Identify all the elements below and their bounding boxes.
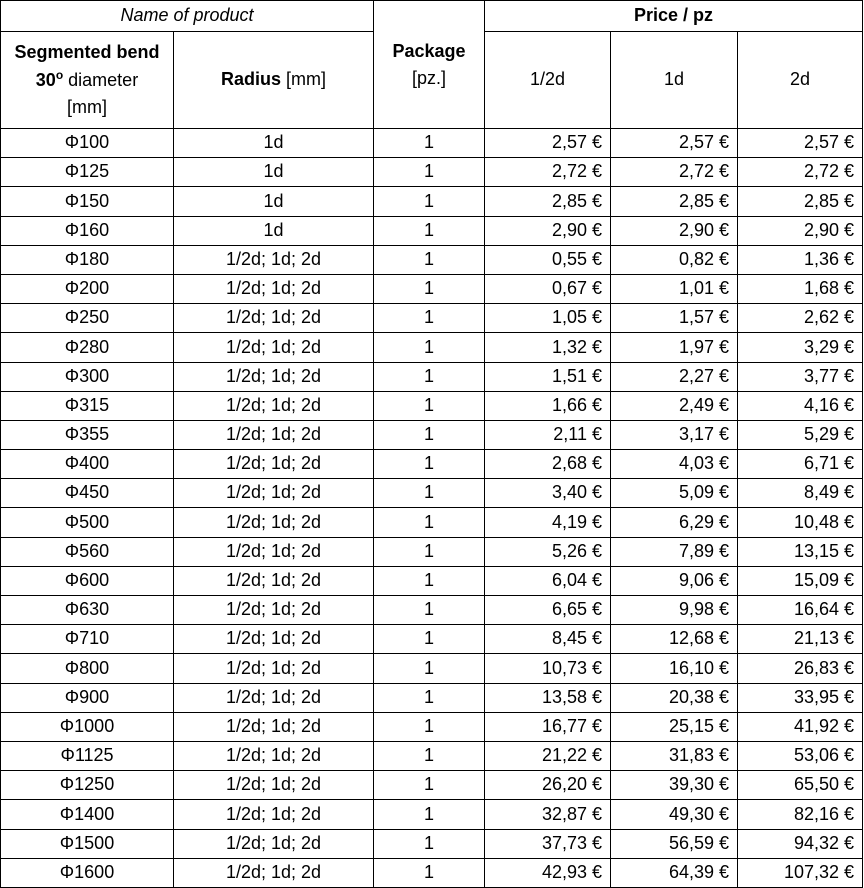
price-half-cell: 32,87 € [485,800,611,829]
package-cell: 1 [374,391,485,420]
diameter-cell: Φ630 [1,596,174,625]
table-row [1,771,863,800]
diameter-cell: Φ800 [1,654,174,683]
package-cell: 1 [374,216,485,245]
radius-cell: 1/2d; 1d; 2d [174,450,374,479]
price-2d-cell: 6,71 € [738,450,863,479]
price-2d-cell: 5,29 € [738,420,863,449]
price-half-cell: 21,22 € [485,741,611,770]
package-cell: 1 [374,741,485,770]
table-row [1,858,863,887]
price-2d-cell: 2,90 € [738,216,863,245]
package-cell: 1 [374,858,485,887]
price-1d-cell: 2,90 € [611,216,738,245]
diameter-cell: Φ600 [1,566,174,595]
package-cell: 1 [374,304,485,333]
price-1d-cell: 3,17 € [611,420,738,449]
table-row [1,129,863,158]
price-1d-cell: 2,72 € [611,158,738,187]
package-cell: 1 [374,566,485,595]
package-cell: 1 [374,129,485,158]
radius-cell: 1/2d; 1d; 2d [174,245,374,274]
price-half-cell: 0,67 € [485,274,611,303]
diameter-header [1,32,174,129]
radius-cell: 1/2d; 1d; 2d [174,333,374,362]
diameter-cell: Φ355 [1,420,174,449]
package-cell: 1 [374,771,485,800]
radius-cell: 1d [174,187,374,216]
table-row [1,304,863,333]
price-2d-cell: 16,64 € [738,596,863,625]
diameter-label [1,66,173,94]
package-cell: 1 [374,800,485,829]
table-row [1,683,863,712]
price-half-cell: 1,51 € [485,362,611,391]
package-cell: 1 [374,654,485,683]
price-2d-cell: 82,16 € [738,800,863,829]
price-2d-cell: 2,62 € [738,304,863,333]
price-half-cell: 2,85 € [485,187,611,216]
price-2d-cell: 13,15 € [738,537,863,566]
diameter-cell: Φ1600 [1,858,174,887]
price-2d-cell: 1,36 € [738,245,863,274]
diameter-cell: Φ450 [1,479,174,508]
table-row [1,566,863,595]
price-col-2d-header: 2d [738,32,863,129]
price-1d-cell: 7,89 € [611,537,738,566]
radius-cell: 1/2d; 1d; 2d [174,566,374,595]
price-2d-cell: 1,68 € [738,274,863,303]
radius-cell: 1/2d; 1d; 2d [174,858,374,887]
table-row [1,596,863,625]
package-cell: 1 [374,683,485,712]
price-half-cell: 2,68 € [485,450,611,479]
radius-cell: 1/2d; 1d; 2d [174,741,374,770]
price-1d-cell: 31,83 € [611,741,738,770]
price-half-cell: 26,20 € [485,771,611,800]
price-col-1d-header: 1d [611,32,738,129]
price-2d-cell: 21,13 € [738,625,863,654]
diameter-cell: Φ315 [1,391,174,420]
diameter-word: diameter [63,70,139,90]
radius-cell: 1d [174,216,374,245]
price-1d-cell: 2,57 € [611,129,738,158]
table-row [1,362,863,391]
name-of-product-header: Name of product [1,1,374,32]
price-2d-cell: 10,48 € [738,508,863,537]
table-row [1,333,863,362]
package-cell: 1 [374,537,485,566]
diameter-cell: Φ125 [1,158,174,187]
diameter-cell: Φ500 [1,508,174,537]
diameter-cell: Φ1500 [1,829,174,858]
price-2d-cell: 3,29 € [738,333,863,362]
table-row [1,741,863,770]
diameter-unit: [mm] [67,97,107,117]
package-cell: 1 [374,508,485,537]
table-row [1,712,863,741]
price-2d-cell: 94,32 € [738,829,863,858]
price-1d-cell: 1,01 € [611,274,738,303]
table-row [1,537,863,566]
price-1d-cell: 0,82 € [611,245,738,274]
price-2d-cell: 33,95 € [738,683,863,712]
price-2d-cell: 2,57 € [738,129,863,158]
package-unit: [pz.] [412,67,447,88]
price-1d-cell: 39,30 € [611,771,738,800]
price-half-cell: 2,90 € [485,216,611,245]
package-cell: 1 [374,362,485,391]
package-cell: 1 [374,479,485,508]
price-1d-cell: 49,30 € [611,800,738,829]
radius-cell: 1/2d; 1d; 2d [174,274,374,303]
diameter-cell: Φ400 [1,450,174,479]
diameter-cell: Φ250 [1,304,174,333]
price-half-cell: 3,40 € [485,479,611,508]
price-half-cell: 42,93 € [485,858,611,887]
diameter-cell: Φ200 [1,274,174,303]
package-cell: 1 [374,187,485,216]
price-half-cell: 16,77 € [485,712,611,741]
package-cell: 1 [374,245,485,274]
table-row [1,800,863,829]
price-half-cell: 37,73 € [485,829,611,858]
price-half-cell: 6,04 € [485,566,611,595]
table-row [1,625,863,654]
diameter-cell: Φ100 [1,129,174,158]
price-1d-cell: 2,49 € [611,391,738,420]
price-half-cell: 1,05 € [485,304,611,333]
radius-cell: 1/2d; 1d; 2d [174,712,374,741]
degree-sign: o [55,68,64,82]
radius-cell: 1/2d; 1d; 2d [174,391,374,420]
table-row [1,245,863,274]
radius-cell: 1/2d; 1d; 2d [174,479,374,508]
radius-cell: 1/2d; 1d; 2d [174,362,374,391]
radius-cell: 1/2d; 1d; 2d [174,683,374,712]
package-cell: 1 [374,274,485,303]
package-cell: 1 [374,333,485,362]
price-col-half-header: 1/2d [485,32,611,129]
diameter-cell: Φ150 [1,187,174,216]
price-half-cell: 8,45 € [485,625,611,654]
price-1d-cell: 5,09 € [611,479,738,508]
radius-cell: 1/2d; 1d; 2d [174,829,374,858]
diameter-cell: Φ1250 [1,771,174,800]
radius-unit: [mm] [281,69,327,90]
diameter-cell: Φ1125 [1,741,174,770]
radius-cell: 1/2d; 1d; 2d [174,537,374,566]
radius-cell: 1d [174,129,374,158]
radius-label: Radius [221,69,282,90]
price-2d-cell: 8,49 € [738,479,863,508]
price-half-cell: 2,57 € [485,129,611,158]
diameter-cell: Φ900 [1,683,174,712]
radius-cell: 1/2d; 1d; 2d [174,625,374,654]
price-half-cell: 1,66 € [485,391,611,420]
header-row-top [1,1,863,32]
table-row [1,479,863,508]
price-1d-cell: 16,10 € [611,654,738,683]
radius-cell: 1/2d; 1d; 2d [174,596,374,625]
table-row [1,450,863,479]
package-header [374,1,485,129]
price-1d-cell: 1,57 € [611,304,738,333]
table-row [1,391,863,420]
price-2d-cell: 107,32 € [738,858,863,887]
price-half-cell: 13,58 € [485,683,611,712]
package-label: Package [392,40,466,61]
degree-value: 30 [35,70,56,90]
radius-cell: 1/2d; 1d; 2d [174,304,374,333]
price-1d-cell: 12,68 € [611,625,738,654]
price-header: Price / pz [485,1,863,32]
price-1d-cell: 56,59 € [611,829,738,858]
radius-header [174,32,374,129]
price-1d-cell: 9,06 € [611,566,738,595]
price-2d-cell: 4,16 € [738,391,863,420]
price-2d-cell: 26,83 € [738,654,863,683]
diameter-cell: Φ180 [1,245,174,274]
price-1d-cell: 2,85 € [611,187,738,216]
table-row [1,420,863,449]
package-cell: 1 [374,420,485,449]
price-2d-cell: 53,06 € [738,741,863,770]
price-1d-cell: 25,15 € [611,712,738,741]
price-2d-cell: 2,72 € [738,158,863,187]
price-half-cell: 5,26 € [485,537,611,566]
price-1d-cell: 4,03 € [611,450,738,479]
diameter-cell: Φ1400 [1,800,174,829]
table-body [1,129,863,888]
price-half-cell: 4,19 € [485,508,611,537]
table-row [1,654,863,683]
price-2d-cell: 65,50 € [738,771,863,800]
segmented-bend-label: Segmented bend [14,42,160,62]
price-half-cell: 2,72 € [485,158,611,187]
table-row [1,187,863,216]
table-row [1,274,863,303]
radius-cell: 1/2d; 1d; 2d [174,420,374,449]
price-half-cell: 10,73 € [485,654,611,683]
diameter-cell: Φ1000 [1,712,174,741]
table-row [1,158,863,187]
package-cell: 1 [374,829,485,858]
price-1d-cell: 20,38 € [611,683,738,712]
package-cell: 1 [374,158,485,187]
diameter-cell: Φ160 [1,216,174,245]
price-half-cell: 6,65 € [485,596,611,625]
diameter-cell: Φ300 [1,362,174,391]
radius-cell: 1/2d; 1d; 2d [174,654,374,683]
package-cell: 1 [374,450,485,479]
table-row [1,508,863,537]
radius-cell: 1d [174,158,374,187]
package-cell: 1 [374,596,485,625]
diameter-cell: Φ560 [1,537,174,566]
radius-cell: 1/2d; 1d; 2d [174,800,374,829]
price-2d-cell: 3,77 € [738,362,863,391]
radius-cell: 1/2d; 1d; 2d [174,771,374,800]
diameter-cell: Φ280 [1,333,174,362]
price-1d-cell: 64,39 € [611,858,738,887]
package-cell: 1 [374,625,485,654]
price-1d-cell: 6,29 € [611,508,738,537]
table-row [1,216,863,245]
price-half-cell: 1,32 € [485,333,611,362]
price-1d-cell: 1,97 € [611,333,738,362]
price-1d-cell: 2,27 € [611,362,738,391]
diameter-cell: Φ710 [1,625,174,654]
price-half-cell: 0,55 € [485,245,611,274]
price-half-cell: 2,11 € [485,420,611,449]
price-2d-cell: 41,92 € [738,712,863,741]
price-2d-cell: 2,85 € [738,187,863,216]
price-2d-cell: 15,09 € [738,566,863,595]
package-cell: 1 [374,712,485,741]
radius-cell: 1/2d; 1d; 2d [174,508,374,537]
price-1d-cell: 9,98 € [611,596,738,625]
table-row [1,829,863,858]
